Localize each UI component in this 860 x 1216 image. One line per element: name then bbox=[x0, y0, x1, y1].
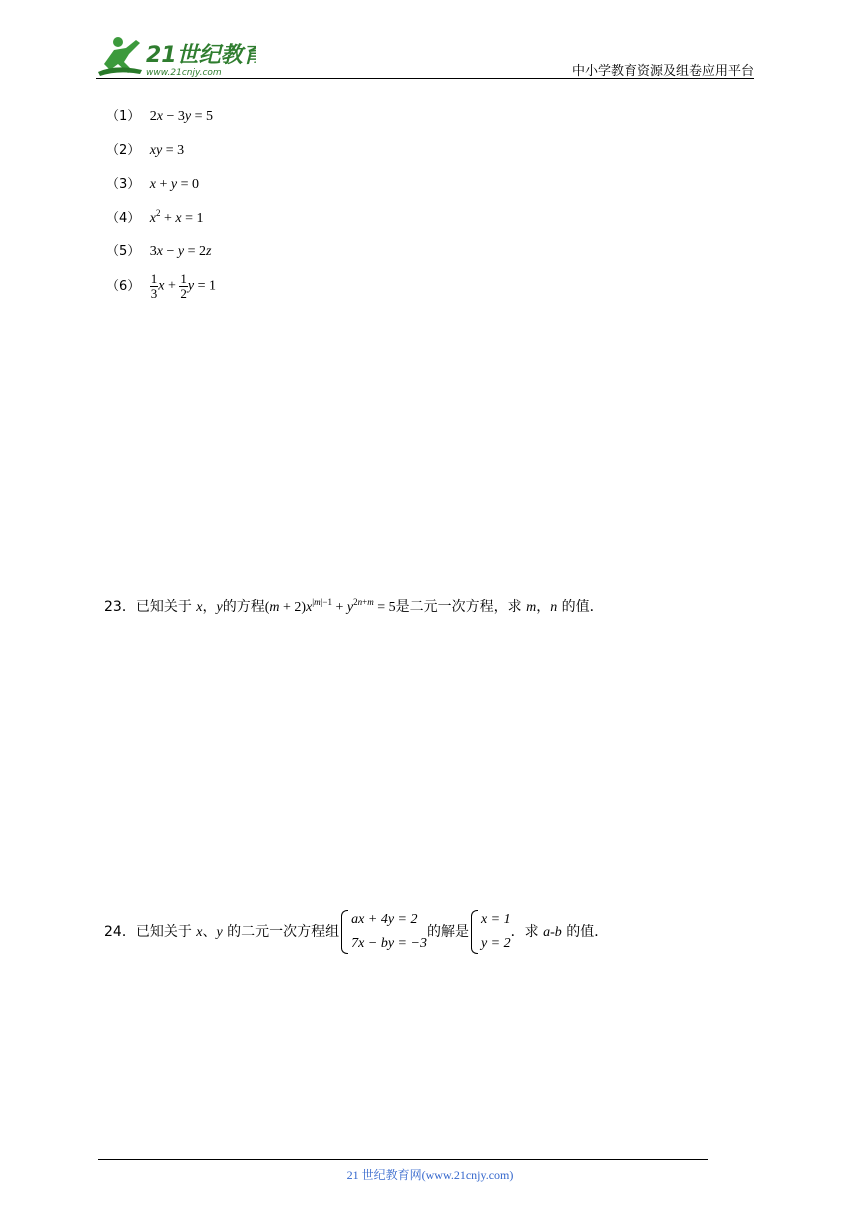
question-number: 23． bbox=[104, 599, 136, 615]
item-number: （5） bbox=[106, 244, 141, 259]
list-item: （4） $x^2 + x = 1$ bbox=[106, 208, 204, 226]
footer-divider bbox=[98, 1159, 708, 1160]
header-right-text: 中小学教育资源及组卷应用平台 bbox=[571, 64, 754, 79]
equation-system: ax + 4y = 2 7x − by = −3 bbox=[339, 908, 427, 956]
item-number: （6） bbox=[106, 278, 141, 294]
logo-url: www.21cnjy.com bbox=[146, 68, 222, 78]
question-24: 24．已知关于 x、y 的二元一次方程组 ax + 4y = 2 7x − by = −3 的解是 x = 1 y = 2 ．求 a-b 的值． bbox=[104, 908, 608, 956]
list-item: （5） 3x − y = 2z bbox=[106, 244, 212, 259]
footer-text: 21 世纪教育网(www.21cnjy.com) bbox=[346, 1168, 514, 1182]
logo-text: 21世纪教育 bbox=[146, 43, 256, 68]
question-number: 24． bbox=[104, 924, 136, 940]
equation-23: $(m + 2)x^{|m|-1} + y^{2n+m} = 5$ bbox=[264, 597, 396, 615]
solution-system: x = 1 y = 2 bbox=[469, 908, 511, 956]
item-number: （3） bbox=[106, 177, 141, 192]
item-number: （1） bbox=[106, 109, 141, 124]
header-divider bbox=[96, 78, 754, 79]
logo bbox=[96, 34, 256, 78]
list-item: （6） $\frac{1}{3}$ x + $\frac{1}{2}$ y = 1 bbox=[106, 271, 217, 301]
question-23: 23．已知关于 x，y的方程$(m + 2)x^{|m|-1} + y^{2n+m} = 5$是二元一次方程，求 m，n 的值． bbox=[104, 597, 604, 615]
list-item: （3） x + y = 0 bbox=[106, 177, 200, 192]
list-item: （1） 2x − 3y = 5 bbox=[106, 109, 214, 124]
item-number: （4） bbox=[106, 211, 141, 226]
item-number: （2） bbox=[106, 143, 141, 158]
list-item: （2） xy = 3 bbox=[106, 143, 185, 158]
